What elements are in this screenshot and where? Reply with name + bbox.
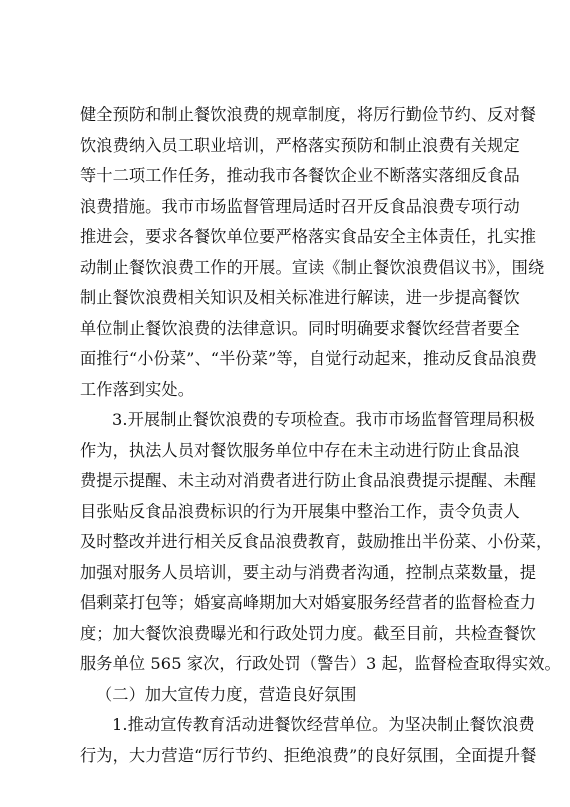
text-line: 单位制止餐饮浪费的法律意识。同时明确要求餐饮经营者要全 <box>80 318 520 338</box>
text-line: 3.开展制止餐饮浪费的专项检查。我市市场监督管理局积极 <box>112 410 535 429</box>
text-line: 制止餐饮浪费相关知识及相关标准进行解读，进一步提高餐饮 <box>80 288 520 307</box>
text-line: 1.推动宣传教育活动进餐饮经营单位。为坚决制止餐饮浪费 <box>112 715 535 734</box>
text-line: 服务单位 565 家次，行政处罚（警告）3 起，监督检查取得实效。 <box>80 654 561 673</box>
text-line: 面推行“小份菜”、“半份菜”等，自觉行动起来，推动反食品浪费 <box>80 349 537 368</box>
document-body <box>80 100 561 771</box>
text-line: 等十二项工作任务，推动我市各餐饮企业不断落实落细反食品 <box>80 166 520 185</box>
text-line: 度；加大餐饮浪费曝光和行政处罚力度。截至目前，共检查餐饮 <box>80 623 537 643</box>
text-line: 费提示提醒、未主动对消费者进行防止食品浪费提示提醒、未醒 <box>80 471 537 490</box>
text-line: 行为，大力营造“厉行节约、拒绝浪费”的良好氛围，全面提升餐 <box>80 745 537 765</box>
text-line: 饮浪费纳入员工职业培训，严格落实预防和制止浪费有关规定 <box>80 135 520 155</box>
text-line: 目张贴反食品浪费标识的行为开展集中整治工作，责令负责人 <box>80 501 520 521</box>
text-line: 推进会，要求各餐饮单位要严格落实食品安全主体责任，扎实推 <box>80 227 537 246</box>
text-line: 及时整改并进行相关反食品浪费教育，鼓励推出半份菜、小份菜， <box>80 532 553 551</box>
text-line: 倡剩菜打包等；婚宴高峰期加大对婚宴服务经营者的监督检查力 <box>80 593 537 612</box>
text-line: 浪费措施。我市市场监督管理局适时召开反食品浪费专项行动 <box>80 196 520 216</box>
text-line: 动制止餐饮浪费工作的开展。宣读《制止餐饮浪费倡议书》，围绕 <box>80 257 545 277</box>
text-line: 健全预防和制止餐饮浪费的规章制度，将厉行勤俭节约、反对餐 <box>80 105 537 124</box>
text-line: 工作落到实处。 <box>80 379 195 399</box>
text-line: （二）加大宣传力度，营造良好氛围 <box>96 684 357 704</box>
text-line: 作为，执法人员对餐饮服务单位中存在未主动进行防止食品浪 <box>80 440 520 460</box>
text-line: 加强对服务人员培训，要主动与消费者沟通，控制点菜数量，提 <box>80 562 537 582</box>
